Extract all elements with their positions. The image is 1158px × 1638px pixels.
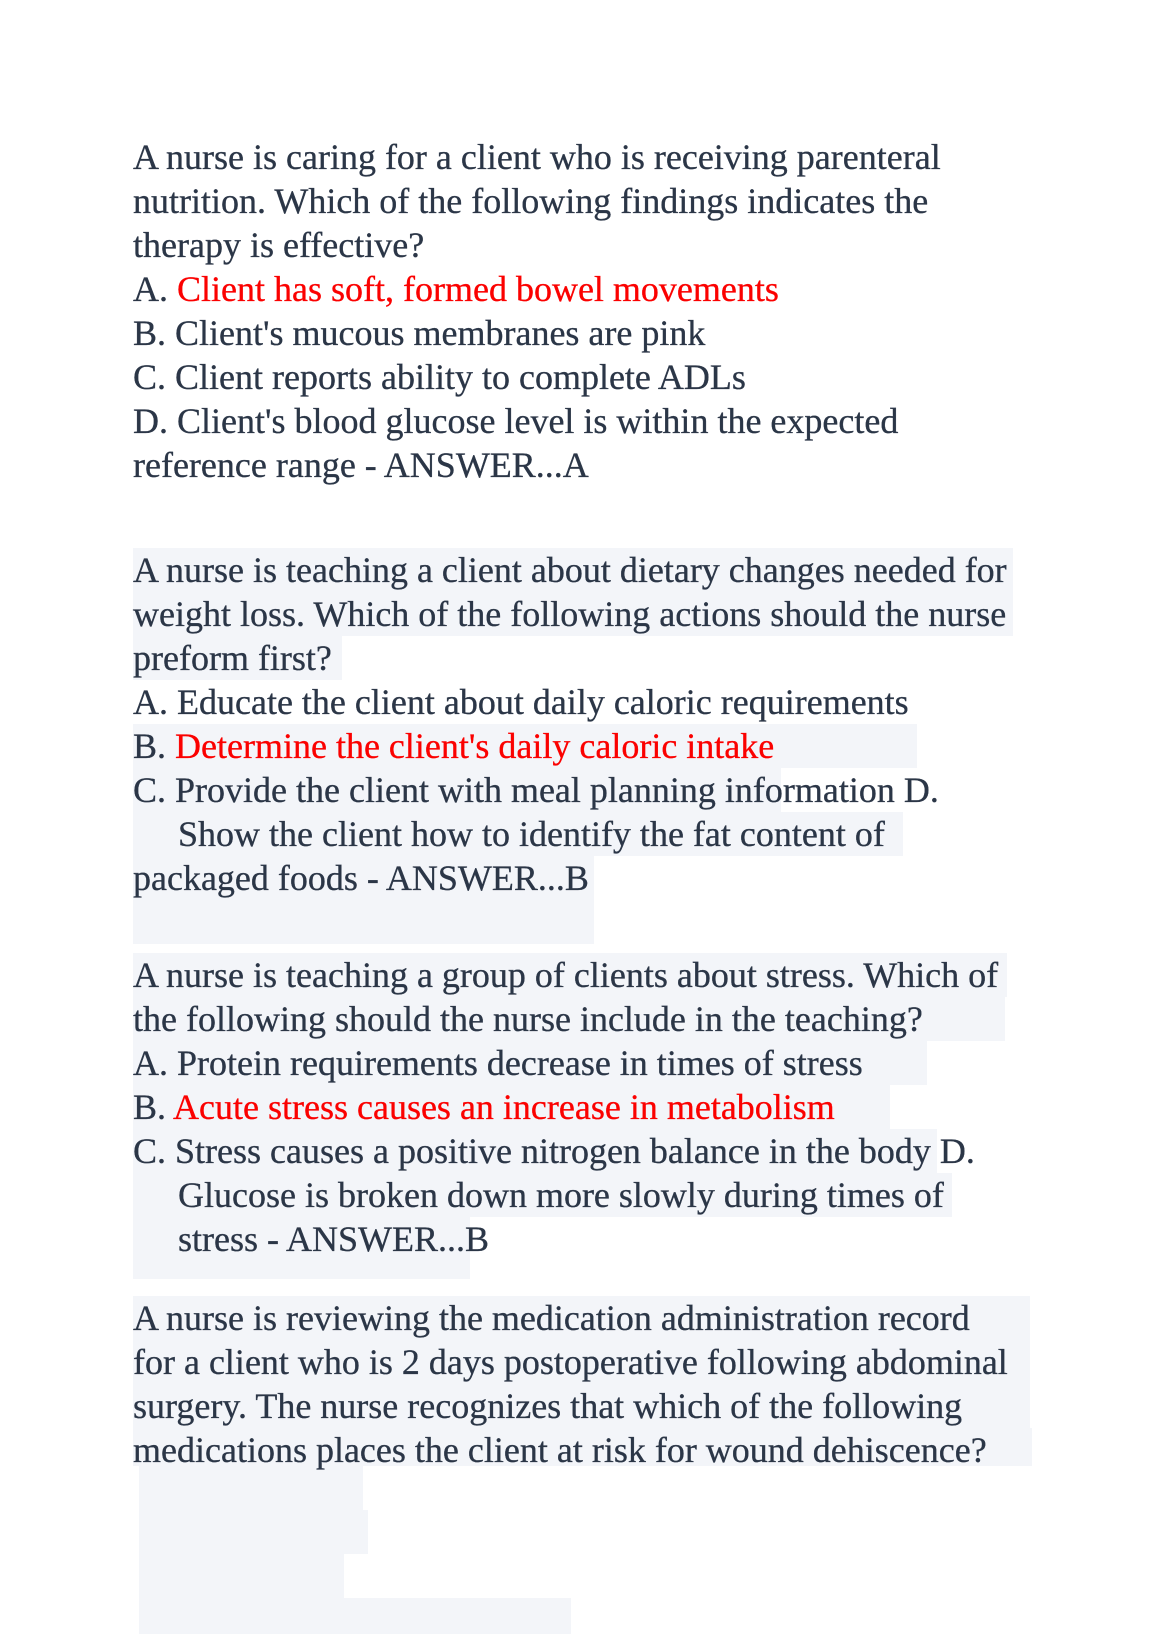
text-line	[133, 1129, 998, 1173]
question-text: nutrition. Which of the following findings indicates the	[133, 181, 929, 221]
question-block	[133, 135, 941, 487]
selection-highlight	[133, 900, 594, 944]
question-text: A. Educate the client about daily caloric requirements	[133, 682, 909, 722]
text-line	[133, 443, 941, 487]
selection-highlight-block	[139, 1554, 344, 1598]
question-text: A nurse is teaching a group of clients about stress. Which of	[133, 955, 999, 995]
text-line	[133, 1428, 1008, 1472]
line-text	[178, 1175, 944, 1215]
selection-highlight-block	[139, 1466, 363, 1510]
line-text	[133, 313, 705, 353]
line-text	[133, 181, 928, 221]
line-text	[133, 225, 424, 265]
text-line	[133, 1085, 998, 1129]
text-line	[133, 856, 1007, 900]
correct-answer-text: Determine the client's daily caloric intake	[175, 726, 775, 766]
line-text	[133, 682, 909, 722]
text-line	[133, 135, 941, 179]
question-block	[133, 548, 1007, 944]
text-line	[133, 768, 1007, 812]
question-text: C. Client reports ability to complete ADLs	[133, 357, 746, 397]
text-line	[133, 1041, 998, 1085]
text-line	[133, 592, 1007, 636]
question-text: weight loss. Which of the following actions should the nurse	[133, 594, 1007, 634]
question-text: medications places the client at risk for wound dehiscence?	[133, 1430, 987, 1470]
text-line	[133, 1217, 998, 1261]
text-line	[133, 724, 1007, 768]
line-text	[133, 137, 941, 177]
line-text	[133, 1342, 1008, 1382]
question-text: B. Client's mucous membranes are pink	[133, 313, 706, 353]
text-line	[133, 997, 998, 1041]
question-text: surgery. The nurse recognizes that which of the following	[133, 1386, 963, 1426]
line-text	[133, 357, 746, 397]
correct-answer-text: Acute stress causes an increase in metabolism	[173, 1087, 835, 1127]
text-line	[133, 223, 941, 267]
line-text	[133, 445, 589, 485]
question-text: A nurse is caring for a client who is receiving parenteral	[133, 137, 941, 177]
line-text	[133, 1131, 975, 1171]
line-text	[133, 770, 939, 810]
text-line	[133, 1340, 1008, 1384]
question-text: stress - ANSWER...B	[178, 1219, 490, 1259]
text-line	[133, 1296, 1008, 1340]
question-text: A nurse is reviewing the medication administration record	[133, 1298, 970, 1338]
line-text	[178, 814, 885, 854]
question-block	[133, 953, 998, 1261]
line-text	[133, 858, 589, 898]
text-line	[133, 548, 1007, 592]
text-line	[133, 812, 1007, 856]
line-text	[133, 999, 923, 1039]
text-line	[133, 900, 1007, 944]
question-text: Show the client how to identify the fat content of	[178, 814, 885, 854]
text-line	[133, 953, 998, 997]
question-text: A.	[133, 269, 177, 309]
text-line	[133, 399, 941, 443]
line-text	[133, 1087, 835, 1127]
line-text	[133, 638, 332, 678]
line-text	[178, 1219, 489, 1259]
question-text: A. Protein requirements decrease in times of stress	[133, 1043, 863, 1083]
text-line	[133, 311, 941, 355]
line-text	[133, 1430, 987, 1470]
text-line	[133, 636, 1007, 680]
question-text: for a client who is 2 days postoperative following abdominal	[133, 1342, 1008, 1382]
selection-highlight-block	[139, 1510, 368, 1554]
question-text: Glucose is broken down more slowly during times of	[178, 1175, 944, 1215]
question-text: C. Provide the client with meal planning information D.	[133, 770, 939, 810]
question-text: preform first?	[133, 638, 332, 678]
line-text	[133, 1298, 970, 1338]
line-text	[133, 726, 774, 766]
question-text: the following should the nurse include in the teaching?	[133, 999, 923, 1039]
text-line	[133, 1173, 998, 1217]
question-block	[133, 1296, 1008, 1472]
text-line	[133, 1384, 1008, 1428]
text-line	[133, 179, 941, 223]
question-text: packaged foods - ANSWER...B	[133, 858, 589, 898]
text-line	[133, 355, 941, 399]
question-text: therapy is effective?	[133, 225, 425, 265]
text-line	[133, 680, 1007, 724]
question-text: D. Client's blood glucose level is within the expected	[133, 401, 899, 441]
line-text	[133, 550, 1007, 590]
line-text	[133, 401, 898, 441]
question-text: B.	[133, 1087, 174, 1127]
selection-highlight-block	[139, 1598, 571, 1634]
selection-highlight-block	[133, 1261, 470, 1279]
line-text	[133, 594, 1006, 634]
line-text	[133, 955, 998, 995]
question-text: C. Stress causes a positive nitrogen balance in the body D.	[133, 1131, 975, 1171]
line-text	[133, 269, 779, 309]
line-text	[133, 1043, 863, 1083]
text-line	[133, 267, 941, 311]
correct-answer-text: Client has soft, formed bowel movements	[177, 269, 779, 309]
question-text: B.	[133, 726, 176, 766]
question-text: reference range - ANSWER...A	[133, 445, 589, 485]
question-text: A nurse is teaching a client about dietary changes needed for	[133, 550, 1007, 590]
line-text	[133, 1386, 962, 1426]
